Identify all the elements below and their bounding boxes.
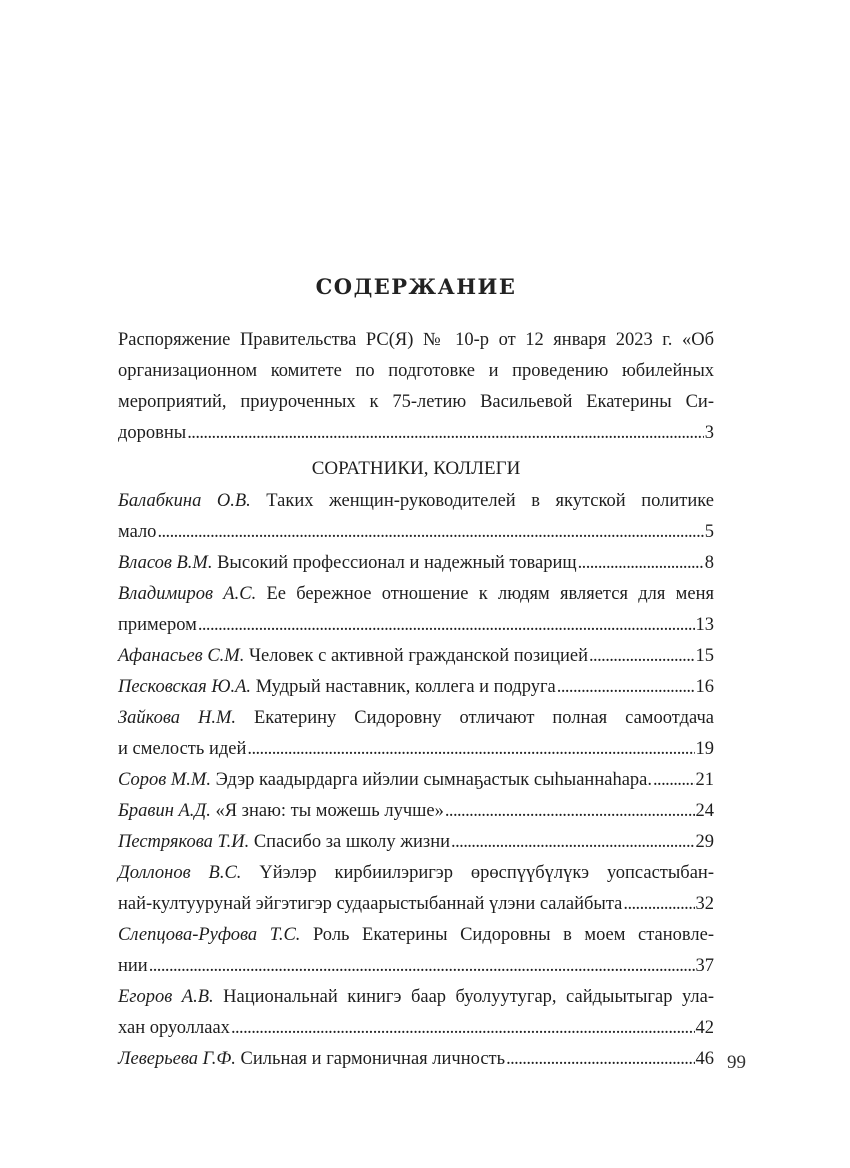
toc-entry-title: и смелость идей [118,739,247,759]
toc-author: Балабкина О.В. [118,491,251,511]
dot-leader [149,951,695,982]
toc-page-number: 24 [695,801,714,821]
toc-entry [118,703,714,765]
toc-entry-text: доровны [118,423,187,443]
toc-entry-title: Национальнай кинигэ баар буолуутугар, сайдыытыгар ула- [213,987,714,1007]
toc-entry-title: примером [118,615,197,635]
toc-entry [118,796,714,827]
toc-author: Владимиров А.С. [118,584,257,604]
toc-author: Власов В.М. [118,553,213,573]
dot-leader [198,610,695,641]
toc-entry-text [118,796,444,827]
toc-entry-title: най-култуурунай эйгэтигэр судаарыстыбаннай үлэни салайбыта [118,894,623,914]
page-number: 99 [727,1052,746,1073]
toc-entry-title: Человек с активной гражданской позицией [244,646,588,666]
dot-leader [557,672,695,703]
toc-page-number: 32 [695,894,714,914]
toc-entry-title: хан оруоллаах [118,1018,230,1038]
toc-entry-last-line [118,641,714,672]
toc-entry-title: Мудрый наставник, коллега и подруга [251,677,556,697]
toc-author: Соров М.М. [118,770,211,790]
toc-entry [118,486,714,548]
toc-entry-last-line [118,517,714,548]
dot-leader [578,548,704,579]
toc-entry-line: мероприятий, приуроченных к 75-летию Васильевой Екатерины Си- [118,392,714,412]
dot-leader [187,418,704,449]
toc-entry [118,765,714,796]
section-heading: СОРАТНИКИ, КОЛЛЕГИ [311,458,521,479]
toc-entry-title: Эдэр каадырдарга ийэлии сымнаҕастык сыһыаннаһара. [210,770,652,790]
toc-entry-last-line [118,951,714,982]
toc-page-number: 21 [695,770,714,790]
toc-entry-text [118,610,197,641]
toc-entry-line [118,920,714,951]
toc-page-number: 37 [695,956,714,976]
toc-entry-text [118,734,246,765]
toc-entry [118,548,714,579]
toc-entry-title: нии [118,956,148,976]
toc-entry-title: Үйэлэр кирбиилэригэр өрөспүүбүлүкэ уопсастыбан- [241,863,714,883]
dot-leader [247,734,694,765]
toc-author: Пестрякова Т.И. [118,832,250,852]
toc-entry-title: Сильная и гармоничная личность [235,1049,506,1069]
toc-entry-line [118,858,714,889]
dot-leader [506,1044,694,1075]
page-title: СОДЕРЖАНИЕ [315,274,517,299]
toc-author: Песковская Ю.А. [118,677,252,697]
toc-entry-title: Екатерину Сидоровну отличают полная самоотдача [236,708,714,728]
toc-entry-title: Таких женщин-руководителей в якутской политике [250,491,714,511]
toc-entry [118,1044,714,1075]
toc-entry-last-line [118,734,714,765]
toc-entry-last-line [118,796,714,827]
toc-page-number: 5 [704,522,714,542]
toc-entry-last-line [118,1013,714,1044]
toc-page-number: 42 [695,1018,714,1038]
toc-entry-text [118,765,652,796]
toc-author: Афанасьев С.М. [118,646,245,666]
toc-author: Доллонов В.С. [118,863,242,883]
toc-entry-text [118,517,156,548]
toc-entry-title: Высокий профессионал и надежный товарищ [212,553,577,573]
dot-leader [623,889,694,920]
dot-leader [231,1013,695,1044]
toc-entry-last-line [118,827,714,858]
toc-entry-line [118,486,714,517]
toc-page-number: 19 [695,739,714,759]
toc-entry-last-line [118,672,714,703]
dot-leader [589,641,695,672]
toc-entry [118,579,714,641]
dot-leader [653,765,695,796]
toc-entry-text [118,672,556,703]
toc-page-number: 46 [695,1049,714,1069]
toc-page-number: 29 [695,832,714,852]
toc-page-number: 15 [695,646,714,666]
toc-page-number: 13 [695,615,714,635]
toc-entry-text [118,1013,230,1044]
dot-leader [445,796,695,827]
dot-leader [157,517,703,548]
toc-entry-text [118,951,148,982]
toc-author: Егоров А.В. [118,987,214,1007]
toc-entry-last-line [118,889,714,920]
toc-entry-title: «Я знаю: ты можешь лучше» [210,801,444,821]
toc-entry-last-line [118,418,714,449]
toc-author: Бравин А.Д. [118,801,211,821]
toc-entry-text [118,827,450,858]
toc-page-number: 3 [704,423,714,443]
toc-entry [118,672,714,703]
toc-author: Зайкова Н.М. [118,708,236,728]
toc-entry-title: Роль Екатерины Сидоровны в моем становле- [300,925,714,945]
toc-entry [118,827,714,858]
toc-page-number: 16 [695,677,714,697]
toc-page-number: 8 [704,553,714,573]
toc-entry-title: мало [118,522,157,542]
toc-entries [118,486,714,1075]
toc-entry-line: организационном комитете по подготовке и проведению юбилейных [118,361,714,381]
toc-entry-line: Распоряжение Правительства РС(Я) № 10-р от 12 января 2023 г. «Об [118,330,714,350]
toc-entry [118,641,714,672]
toc-entry-title: Спасибо за школу жизни [249,832,451,852]
toc-entry-line [118,703,714,734]
toc-entry [118,982,714,1044]
toc-entry-text [118,641,588,672]
toc-entry-last-line [118,765,714,796]
toc-list [118,325,714,1075]
toc-entry [118,920,714,982]
toc-author: Слепцова-Руфова Т.С. [118,925,301,945]
dot-leader [451,827,694,858]
toc-entry-last-line [118,1044,714,1075]
toc-author: Леверьева Г.Ф. [118,1049,236,1069]
toc-entry-title: Ее бережное отношение к людям является для меня [256,584,714,604]
toc-entry-text [118,548,577,579]
toc-entry-text [118,889,622,920]
toc-entry-intro [118,325,714,449]
toc-entry-last-line [118,548,714,579]
toc-entry-line [118,982,714,1013]
toc-entry-line [118,579,714,610]
toc-entry [118,858,714,920]
toc-entry-text [118,1044,505,1075]
toc-entry-last-line [118,610,714,641]
